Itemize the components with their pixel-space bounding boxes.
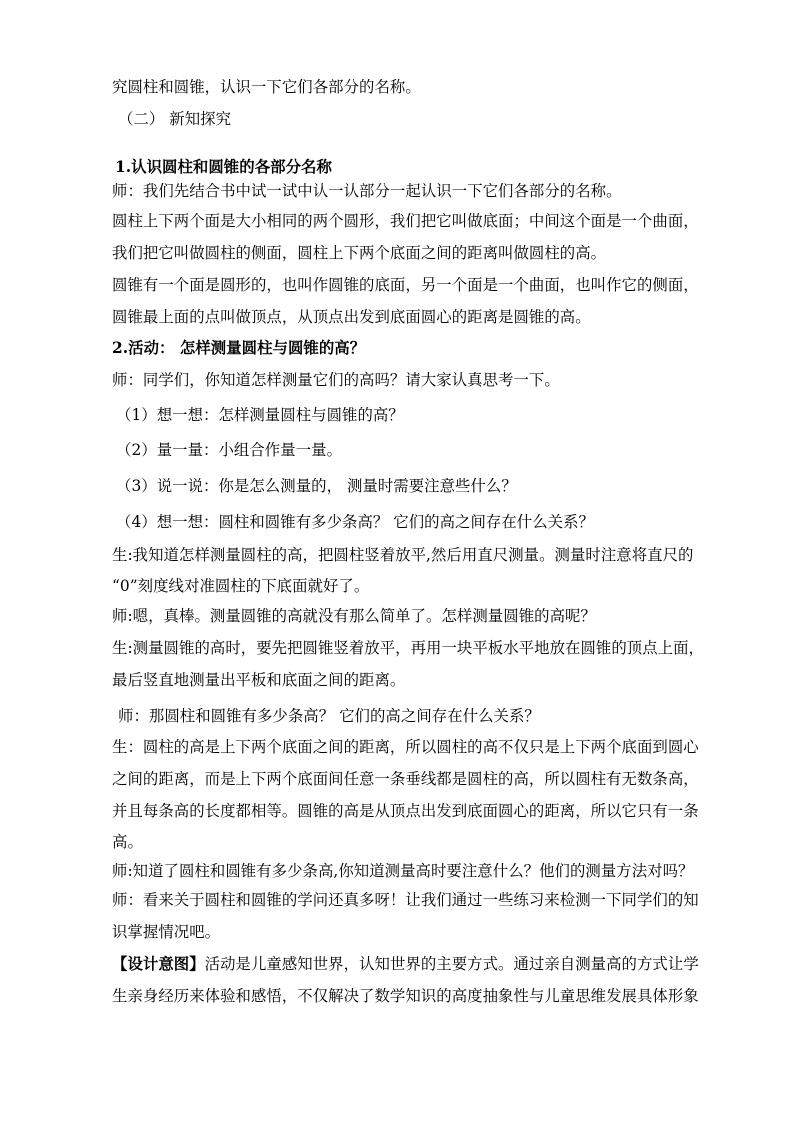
- design-intent-text: 活动是儿童感知世界，认知世界的主要方式。通过亲自测量高的方式让学: [204, 955, 699, 973]
- text-line: 圆锥有一个面是圆形的，也叫作圆锥的底面，另一个面是一个曲面，也叫作它的侧面，: [112, 276, 699, 294]
- text-line: 生:测量圆锥的高时，要先把圆锥竖着放平，再用一块平板水平地放在圆锥的顶点上面，: [112, 639, 704, 657]
- text-line: 生：圆柱的高是上下两个底面之间的距离，所以圆柱的高不仅只是上下两个底面到圆心: [112, 738, 699, 756]
- list-item: （2）量一量：小组合作量一量。: [116, 441, 343, 459]
- text-line: 师：我们先结合书中试一试中认一认部分一起认识一下它们各部分的名称。: [112, 182, 622, 200]
- text-line: 之间的距离，而是上下两个底面间任意一条垂线都是圆柱的高，所以圆柱有无数条高，: [112, 770, 699, 788]
- text-line: 师：看来关于圆柱和圆锥的学问还真多呀！让我们通过一些练习来检测一下同学们的知: [112, 891, 699, 909]
- text-line: 生亲身经历来体验和感悟，不仅解决了数学知识的高度抽象性与儿童思维发展具体形象: [112, 987, 699, 1005]
- text-line: 师：那圆柱和圆锥有多少条高？ 它们的高之间存在什么关系？: [118, 707, 540, 725]
- text-line: [112, 954, 712, 974]
- design-intent-label: 【设计意图】: [112, 955, 205, 973]
- text-line: 我们把它叫做圆柱的侧面，圆柱上下两个底面之间的距离叫做圆柱的高。: [112, 244, 607, 262]
- text-line: 圆锥最上面的点叫做顶点，从顶点出发到底面圆心的距离是圆锥的高。: [112, 308, 591, 326]
- list-item: （3）说一说：你是怎么测量的， 测量时需要注意些什么？: [116, 477, 517, 495]
- text-line: 最后竖直地测量出平板和底面之间的距离。: [112, 671, 406, 689]
- text-line: 师：同学们，你知道怎样测量它们的高吗？请大家认真思考一下。: [112, 371, 560, 389]
- text-line: 究圆柱和圆锥，认识一下它们各部分的名称。: [112, 78, 421, 96]
- section-heading: （二） 新知探究: [118, 110, 232, 128]
- list-item: （4）想一想：圆柱和圆锥有多少条高？ 它们的高之间存在什么关系？: [116, 513, 595, 531]
- list-item: （1）想一想：怎样测量圆柱与圆锥的高？: [116, 406, 404, 424]
- text-line: 识掌握情况吧。: [112, 923, 221, 941]
- subsection-heading: 1.认识圆柱和圆锥的各部分名称: [115, 158, 332, 176]
- text-line: 师:知道了圆柱和圆锥有多少条高,你知道测量高时要注意什么？他们的测量方法对吗？: [112, 862, 694, 880]
- subsection-heading: 2.活动： 怎样测量圆柱与圆锥的高？: [112, 339, 366, 357]
- text-line: “0”刻度线对准圆柱的下底面就好了。: [112, 577, 370, 595]
- text-line: 圆柱上下两个面是大小相同的两个圆形，我们把它叫做底面；中间这个面是一个曲面，: [112, 212, 699, 230]
- text-line: 师:嗯，真棒。测量圆锥的高就没有那么简单了。怎样测量圆锥的高呢？: [112, 607, 596, 625]
- text-line: 高。: [112, 833, 143, 851]
- text-line: 生:我知道怎样测量圆柱的高，把圆柱竖着放平,然后用直尺测量。测量时注意将直尺的: [112, 546, 694, 564]
- text-line: 并且每条高的长度都相等。圆锥的高是从顶点出发到底面圆心的距离，所以它只有一条: [112, 802, 699, 820]
